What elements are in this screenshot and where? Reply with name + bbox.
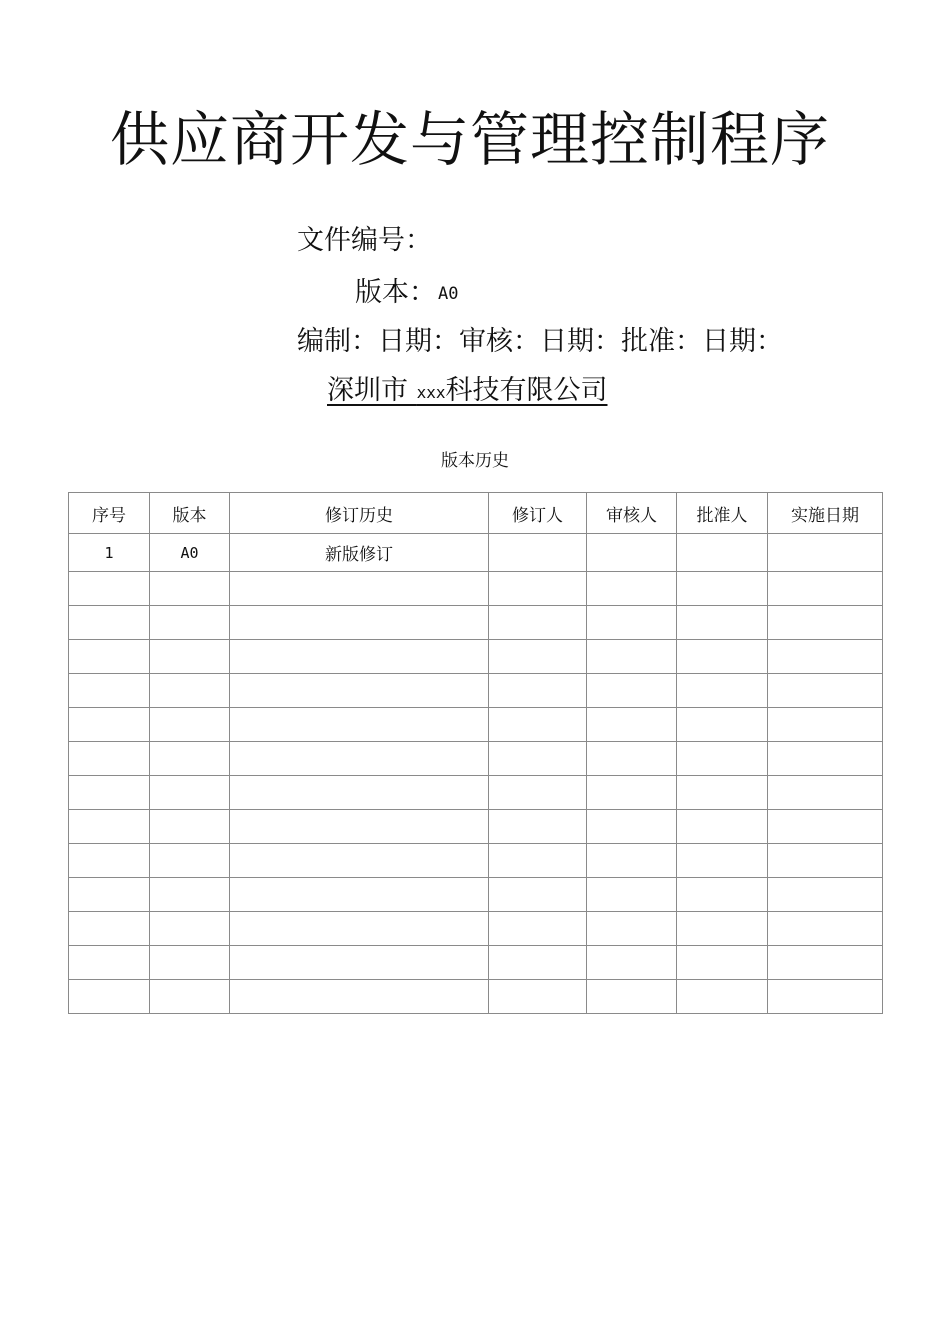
table-cell (230, 946, 489, 980)
table-cell (768, 640, 883, 674)
table-cell (489, 640, 587, 674)
table-cell (489, 912, 587, 946)
table-cell (677, 572, 768, 606)
table-cell (230, 674, 489, 708)
table-cell (677, 844, 768, 878)
company-suffix: 科技有限公司 (445, 375, 608, 406)
document-title: 供应商开发与管理控制程序 (110, 105, 831, 174)
column-header-version: 版本 (150, 493, 230, 534)
table-cell (587, 674, 677, 708)
table-row (69, 674, 883, 708)
table-cell (230, 640, 489, 674)
table-row (69, 572, 883, 606)
table-row (69, 742, 883, 776)
table-cell (768, 878, 883, 912)
table-cell (69, 912, 150, 946)
company-placeholder: xxx (416, 383, 446, 402)
table-cell (489, 776, 587, 810)
table-cell (230, 572, 489, 606)
table-cell (150, 708, 230, 742)
column-header-revision-history: 修订历史 (230, 493, 489, 534)
table-cell (230, 980, 489, 1014)
table-row (69, 980, 883, 1014)
doc-number-line (297, 224, 432, 258)
table-cell (230, 708, 489, 742)
table-cell (230, 606, 489, 640)
version-history-table (68, 492, 883, 1014)
column-header-index: 序号 (69, 493, 150, 534)
table-cell (677, 606, 768, 640)
table-cell (69, 878, 150, 912)
table-cell (69, 742, 150, 776)
table-cell (489, 810, 587, 844)
table-cell (677, 810, 768, 844)
table-cell (587, 878, 677, 912)
table-cell (69, 606, 150, 640)
table-cell (768, 572, 883, 606)
doc-number-label: 文件编号： (297, 225, 432, 256)
table-cell (230, 742, 489, 776)
table-cell (150, 810, 230, 844)
table-cell (150, 572, 230, 606)
column-header-reviewer: 审核人 (587, 493, 677, 534)
column-header-approver: 批准人 (677, 493, 768, 534)
table-cell (587, 708, 677, 742)
table-cell (150, 606, 230, 640)
table-cell (150, 674, 230, 708)
table-cell (587, 742, 677, 776)
table-cell (587, 606, 677, 640)
table-row (69, 640, 883, 674)
column-header-effective-date: 实施日期 (768, 493, 883, 534)
table-body (69, 534, 883, 1014)
table-cell (677, 946, 768, 980)
table-cell (587, 810, 677, 844)
table-cell (587, 980, 677, 1014)
table-cell (677, 878, 768, 912)
table-cell (677, 912, 768, 946)
table-cell: 新版修订 (230, 534, 489, 572)
table-cell (489, 674, 587, 708)
table-cell (489, 534, 587, 572)
table-cell (768, 776, 883, 810)
table-cell (69, 844, 150, 878)
table-cell (69, 946, 150, 980)
table-cell (69, 708, 150, 742)
table-cell (768, 946, 883, 980)
table-cell (150, 640, 230, 674)
version-line (355, 276, 458, 311)
table-cell (69, 810, 150, 844)
table-cell (587, 776, 677, 810)
table-cell: A0 (150, 534, 230, 572)
table-cell (230, 912, 489, 946)
table-cell: 1 (69, 534, 150, 572)
table-cell (587, 572, 677, 606)
table-header-row (69, 493, 883, 534)
table-cell (230, 878, 489, 912)
table-cell (69, 640, 150, 674)
table-cell (150, 980, 230, 1014)
table-cell (69, 572, 150, 606)
table-cell (230, 810, 489, 844)
table-cell (150, 878, 230, 912)
table-cell (677, 708, 768, 742)
table-cell (489, 844, 587, 878)
table-cell (69, 674, 150, 708)
table-row (69, 810, 883, 844)
table-row (69, 776, 883, 810)
table-cell (489, 572, 587, 606)
table-cell (768, 742, 883, 776)
table-row (69, 912, 883, 946)
table-cell (489, 980, 587, 1014)
version-label: 版本： (355, 277, 436, 308)
table-cell (768, 810, 883, 844)
table-cell (677, 776, 768, 810)
table-cell (230, 844, 489, 878)
table-cell (150, 844, 230, 878)
table-cell (768, 912, 883, 946)
table-cell (768, 606, 883, 640)
version-value: A0 (438, 284, 459, 304)
table-cell (489, 606, 587, 640)
table-cell (150, 946, 230, 980)
table-cell (768, 534, 883, 572)
table-cell (677, 534, 768, 572)
table-cell (587, 640, 677, 674)
table-cell (768, 980, 883, 1014)
table-cell (587, 844, 677, 878)
table-row (69, 534, 883, 572)
approval-line: 编制：日期：审核：日期：批准：日期： (297, 326, 783, 357)
table-cell (150, 912, 230, 946)
table-cell (489, 946, 587, 980)
table-cell (768, 708, 883, 742)
table-row (69, 708, 883, 742)
table-row (69, 844, 883, 878)
table-row (69, 946, 883, 980)
table-row (69, 878, 883, 912)
table-row (69, 606, 883, 640)
table-cell (768, 674, 883, 708)
table-cell (69, 980, 150, 1014)
table-cell (489, 742, 587, 776)
table-cell (768, 844, 883, 878)
company-prefix: 深圳市 (327, 375, 408, 406)
table-cell (150, 776, 230, 810)
table-cell (677, 674, 768, 708)
table-cell (587, 534, 677, 572)
version-history-caption: 版本历史 (441, 451, 509, 471)
table-cell (677, 640, 768, 674)
table-cell (489, 708, 587, 742)
company-name (327, 374, 608, 410)
table-cell (677, 980, 768, 1014)
table-cell (69, 776, 150, 810)
column-header-reviser: 修订人 (489, 493, 587, 534)
table-cell (587, 912, 677, 946)
table-cell (150, 742, 230, 776)
table-cell (587, 946, 677, 980)
table-cell (489, 878, 587, 912)
table-cell (677, 742, 768, 776)
table-cell (230, 776, 489, 810)
